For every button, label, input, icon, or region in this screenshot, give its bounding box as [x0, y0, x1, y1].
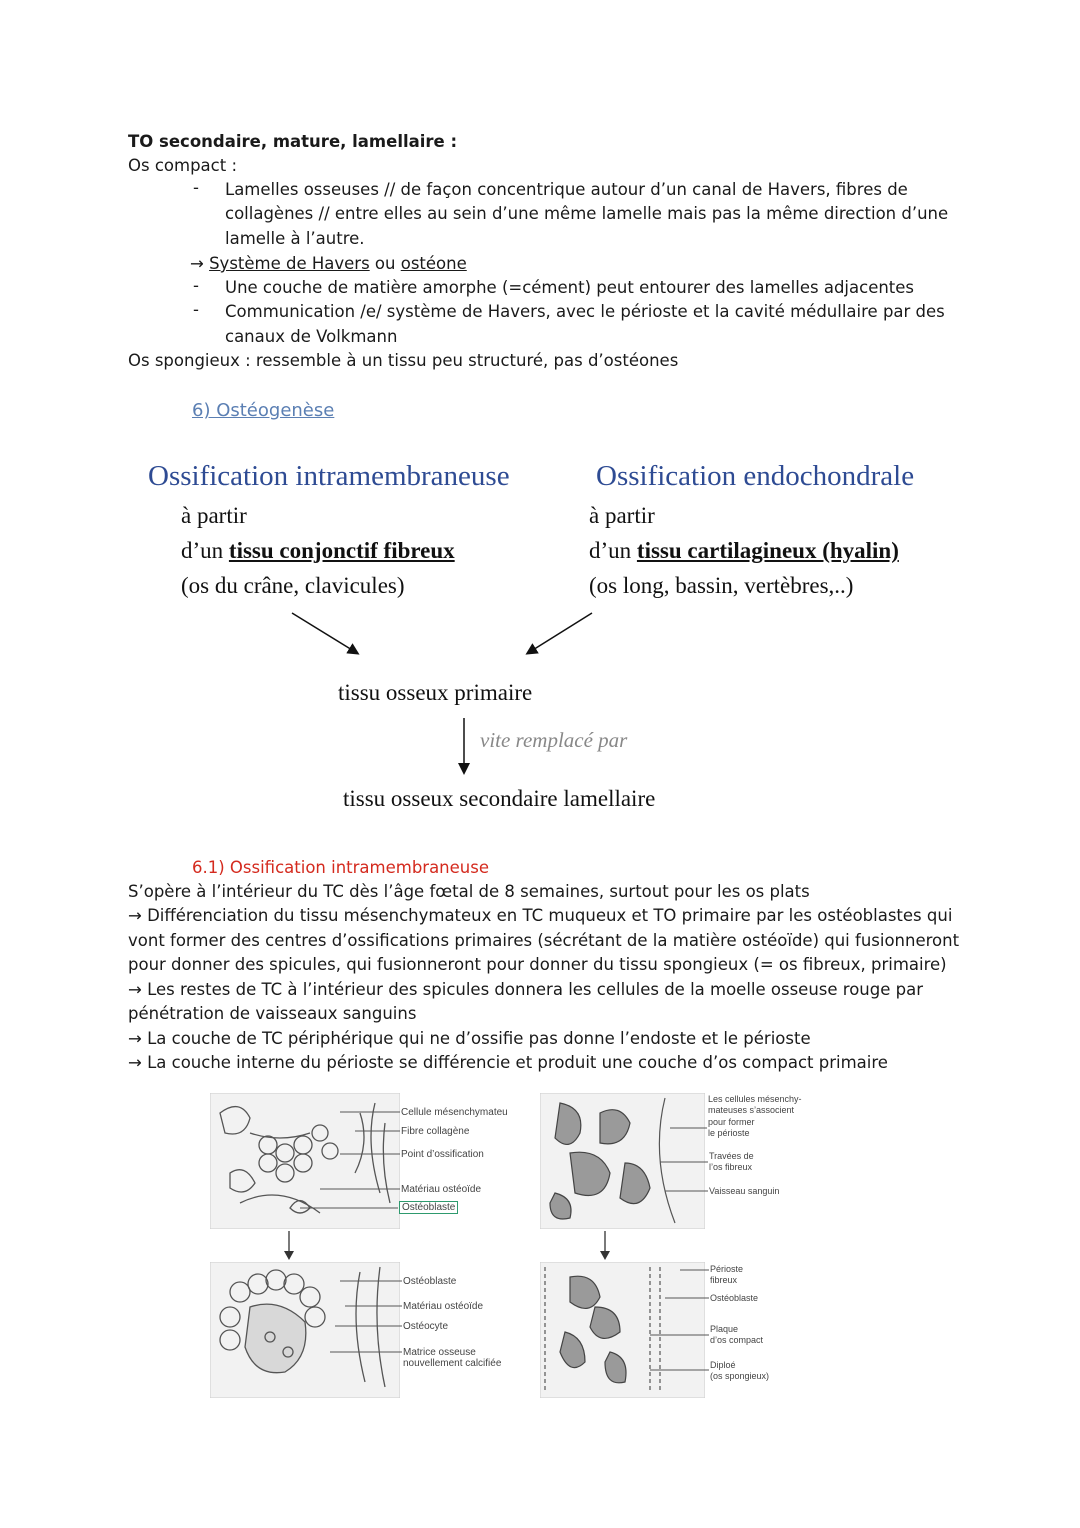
- osteone-term: ostéone: [400, 254, 467, 273]
- figure-label: Ostéocyte: [403, 1321, 449, 1332]
- bullet3-line1: Communication /e/ système de Havers, avec le périoste et la cavité médullaire par des: [225, 302, 945, 321]
- figure-leader-lines: [0, 1090, 1080, 1410]
- right-line2-pre: d’un: [589, 538, 637, 563]
- left-tissue: tissu conjonctif fibreux: [228, 538, 455, 563]
- intra-line: pour donner des spicules, qui fusionneront pour donner du tissu spongieux (= os fibreux, primaire): [128, 955, 947, 974]
- figure-label: Matériau ostéoïde: [401, 1184, 482, 1195]
- intra-line: pénétration de vaisseaux sanguins: [128, 1004, 417, 1023]
- figure-label: Vaisseau sanguin: [709, 1186, 780, 1196]
- arrow-left-diagonal: [292, 613, 357, 653]
- figure-label: Fibre collagène: [401, 1126, 470, 1137]
- bullet2: Une couche de matière amorphe (=cément) peut entourer des lamelles adjacentes: [225, 278, 915, 297]
- right-tissue: tissu cartilagineux (hyalin): [636, 538, 899, 563]
- figure-label: Cellule mésenchymateu: [401, 1107, 508, 1118]
- arrow-prefix: →: [190, 254, 210, 273]
- bullet1-line3: lamelle à l’autre.: [225, 229, 365, 248]
- left-line3: (os du crâne, clavicules): [181, 573, 405, 598]
- bullet1-line1: Lamelles osseuses // de façon concentrique autour d’un canal de Havers, fibres de: [225, 180, 908, 199]
- figure-label: l’os fibreux: [709, 1162, 753, 1172]
- intra-line: S’opère à l’intérieur du TC dès l’âge fœtal de 8 semaines, surtout pour les os plats: [128, 882, 810, 901]
- intra-line: → Les restes de TC à l’intérieur des spicules donnera les cellules de la moelle osseuse rouge par: [128, 980, 923, 999]
- figure-label: Ostéoblaste: [710, 1293, 759, 1303]
- arrow-mid: ou: [369, 254, 401, 273]
- intra-heading: 6.1) Ossification intramembraneuse: [192, 858, 489, 877]
- left-line1: à partir: [181, 503, 247, 528]
- figure-label: Plaque: [710, 1324, 739, 1334]
- figure-label: Ostéoblaste: [403, 1276, 457, 1287]
- left-line2-pre: d’un: [181, 538, 229, 563]
- right-line1: à partir: [589, 503, 655, 528]
- figure-label-highlighted: Ostéoblaste: [399, 1201, 458, 1214]
- osteogenese-heading[interactable]: 6) Ostéogenèse: [192, 400, 335, 421]
- secondary-tissue: tissu osseux secondaire lamellaire: [343, 786, 656, 811]
- bullet-dash: -: [193, 276, 199, 295]
- section-title: TO secondaire, mature, lamellaire :: [128, 132, 458, 151]
- right-title: Ossification endochondrale: [596, 460, 915, 492]
- intra-line: → Différenciation du tissu mésenchymateux en TC muqueux et TO primaire par les ostéoblastes qui: [128, 906, 953, 925]
- figure-label: Périoste: [710, 1264, 744, 1274]
- figure-label: Les cellules mésenchy-: [708, 1094, 802, 1104]
- figure-label: Point d’ossification: [401, 1149, 484, 1160]
- figure-label: (os spongieux): [710, 1371, 770, 1381]
- figure-label: le périoste: [708, 1128, 750, 1138]
- havers-system-term: Système de Havers: [209, 254, 370, 273]
- bullet-dash: -: [193, 178, 199, 197]
- bullet3-line2: canaux de Volkmann: [225, 327, 398, 346]
- intra-line: vont former des centres d’ossifications primaires (sécrétant de la matière ostéoïde) qui fusionneront: [128, 931, 960, 950]
- primary-tissue: tissu osseux primaire: [338, 680, 533, 705]
- compact-heading: Os compact :: [128, 156, 237, 175]
- spongieux-line: Os spongieux : ressemble à un tissu peu structuré, pas d’ostéones: [128, 351, 679, 370]
- figure-label: mateuses s’associent: [708, 1105, 795, 1115]
- left-title: Ossification intramembraneuse: [148, 460, 510, 492]
- right-line3: (os long, bassin, vertèbres,..): [589, 573, 854, 598]
- figure-label: Matériau ostéoïde: [403, 1301, 484, 1312]
- figure-label: pour former: [708, 1117, 755, 1127]
- bullet-dash: -: [193, 300, 199, 319]
- intra-line: → La couche interne du périoste se différencie et produit une couche d’os compact primaire: [128, 1053, 888, 1072]
- replaced-by: vite remplacé par: [480, 728, 628, 752]
- figure-label: Travées de: [709, 1151, 754, 1161]
- figure-label: d’os compact: [710, 1335, 764, 1345]
- figure-label: nouvellement calcifiée: [403, 1358, 502, 1369]
- figure-label: Diploé: [710, 1360, 736, 1370]
- bullet1-line2: collagènes // entre elles au sein d’une même lamelle mais pas la même direction d’une: [225, 204, 949, 223]
- intra-line: → La couche de TC périphérique qui ne d’ossifie pas donne l’endoste et le périoste: [128, 1029, 811, 1048]
- figure-label: fibreux: [710, 1275, 738, 1285]
- figure-label: Matrice osseuse: [403, 1347, 476, 1358]
- arrow-right-diagonal: [528, 613, 592, 653]
